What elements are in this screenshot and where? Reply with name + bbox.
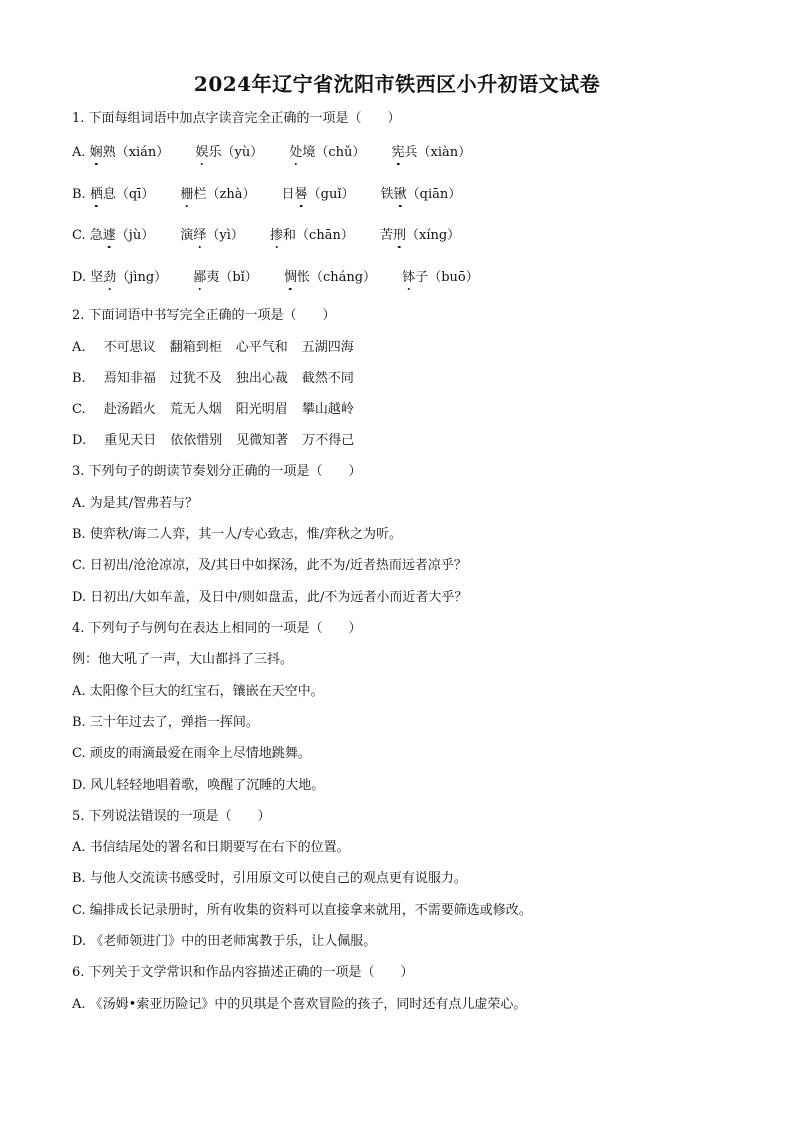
- question-2-option-b: B. 焉知非福 过犹不及 独出心裁 截然不同: [72, 371, 354, 386]
- word: 栖息（qī）: [89, 187, 155, 202]
- word: 铁锹（qiān）: [380, 187, 462, 202]
- question-5-option-b: B. 与他人交流读书感受时，引用原文可以使自己的观点更有说服力。: [72, 871, 467, 886]
- question-1-stem: 1. 下面每组词语中加点字读音完全正确的一项是（ ）: [72, 111, 401, 126]
- question-3-stem: 3. 下列句子的朗读节奏划分正确的一项是（ ）: [72, 464, 362, 479]
- word: 坚劲（jìng）: [90, 270, 168, 285]
- word: 演绎（yì）: [180, 228, 244, 243]
- question-5-stem: 5. 下列说法错误的一项是（ ）: [72, 809, 271, 824]
- question-3-option-d: D. 日初出/大如车盖，及日中/则如盘盂，此/不为远者小而近者大乎？: [72, 590, 468, 605]
- question-2-option-a: A. 不可思议 翻箱到柜 心平气和 五湖四海: [72, 340, 354, 355]
- question-2-option-c: C. 赴汤蹈火 荒无人烟 阳光明眉 攀山越岭: [72, 402, 354, 417]
- question-6-option-a: A. 《汤姆•索亚历险记》中的贝琪是个喜欢冒险的孩子，同时还有点儿虚荣心。: [72, 997, 527, 1012]
- question-3-option-c: C. 日初出/沧沧凉凉，及/其日中如探汤，此不为/近者热而远者凉乎？: [72, 558, 467, 573]
- word: 惆怅（cháng）: [283, 270, 377, 285]
- question-1-option-a: A. 娴熟（xián） 娱乐（yù） 处境（chǔ） 宪兵（xiàn）: [72, 145, 472, 160]
- question-5-option-d: D. 《老师领进门》中的田老师寓教于乐，让人佩服。: [72, 934, 377, 949]
- question-1-option-b: B. 栖息（qī） 栅栏（zhà） 日晷（guǐ） 铁锹（qiān）: [72, 187, 462, 202]
- question-6-stem: 6. 下列关于文学常识和作品内容描述正确的一项是（ ）: [72, 965, 414, 980]
- word: 宪兵（xiàn）: [391, 145, 472, 160]
- word: 娴熟（xián）: [89, 145, 170, 160]
- word: 掺和（chān）: [270, 228, 354, 243]
- word: 钵子（buō）: [402, 270, 479, 285]
- question-2-option-d: D. 重见天日 依依惜别 见微知著 万不得己: [72, 433, 355, 448]
- question-4-example: 例：他大吼了一声，大山都抖了三抖。: [72, 652, 294, 667]
- word: 日晷（guǐ）: [281, 187, 355, 202]
- question-5-option-a: A. 书信结尾处的署名和日期要写在右下的位置。: [72, 840, 350, 855]
- question-2-stem: 2. 下面词语中书写完全正确的一项是（ ）: [72, 308, 336, 323]
- word: 栅栏（zhà）: [180, 187, 256, 202]
- word: 苦刑（xíng）: [379, 228, 461, 243]
- word: 急遽（jù）: [89, 228, 155, 243]
- question-4-option-a: A. 太阳像个巨大的红宝石，镶嵌在天空中。: [72, 684, 324, 699]
- question-4-option-d: D. 风儿轻轻地唱着歌，唤醒了沉睡的大地。: [72, 778, 325, 793]
- page-title: 2024年辽宁省沈阳市铁西区小升初语文试卷: [193, 72, 601, 96]
- question-1-option-d: D. 坚劲（jìng） 鄙夷（bǐ） 惆怅（cháng） 钵子（buō）: [72, 270, 479, 285]
- word: 娱乐（yù）: [195, 145, 264, 160]
- question-4-option-c: C. 顽皮的雨滴最爱在雨伞上尽情地跳舞。: [72, 746, 311, 761]
- question-1-option-c: C. 急遽（jù） 演绎（yì） 掺和（chān） 苦刑（xíng）: [72, 228, 461, 243]
- question-4-stem: 4. 下列句子与例句在表达上相同的一项是（ ）: [72, 621, 362, 636]
- word: 处境（chǔ）: [289, 145, 366, 160]
- question-3-option-b: B. 使弈秋/诲二人弈，其一人/专心致志，惟/弈秋之为听。: [72, 527, 402, 542]
- word: 鄙夷（bǐ）: [193, 270, 258, 285]
- question-5-option-c: C. 编排成长记录册时，所有收集的资料可以直接拿来就用，不需要筛选或修改。: [72, 903, 532, 918]
- question-3-option-a: A. 为是其/智弗若与？: [72, 496, 199, 511]
- question-4-option-b: B. 三十年过去了，弹指一挥间。: [72, 715, 259, 730]
